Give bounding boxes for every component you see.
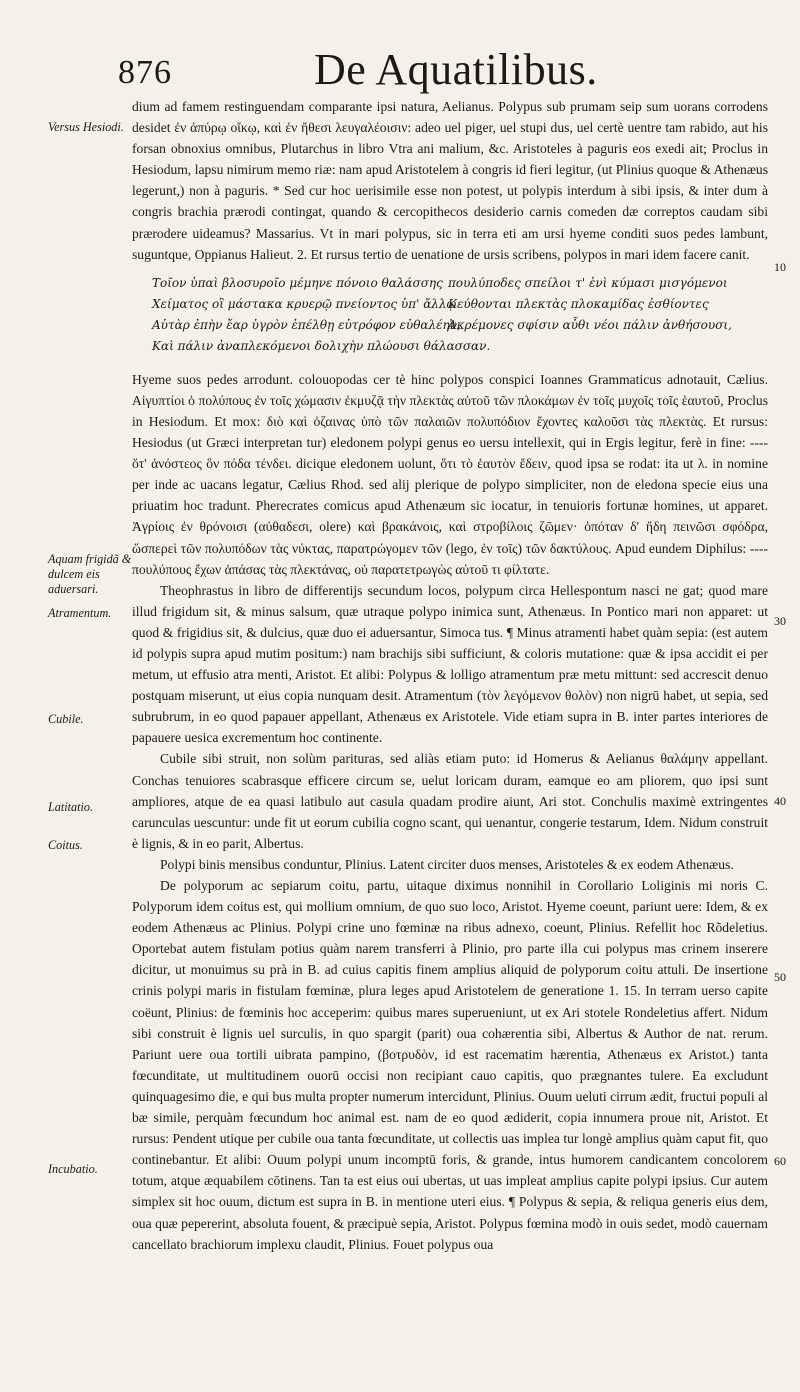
verse-line: Αὐτὰρ ἐπὴν ἔαρ ὑγρὸν ἐπέλθῃ εὐτρόφον εὐθαλέην, bbox=[152, 318, 461, 332]
line-number: 30 bbox=[774, 614, 786, 628]
greek-verse-block bbox=[152, 276, 752, 372]
paragraph-hesiod-commentary: Hyeme suos pedes arrodunt. colouopodas cer tè hinc polypos conspici Ioannes Grammaticus adnotauit, Cælius. Αἰγυπτίοι ὁ πολύπους ἐν τοῖς χώμασιν ἐκμυζᾷ τὴν πλεκτὰς αὑτοῦ τῶν πλοκάμων ἐν τοῖς μυχοῖς τοῖς ἑαυτοῦ, Proclus in Hesiodum. Et mox: διὸ καὶ ὀζαινας ὑπὸ τῶν παλαιῶν πολυπόδιον ἔχοντες καλοῦσι τὰς πλεκτὰς. Et rursus: Hesiodus (ut Græci interpretan tur) eledonem polypi genus eo uersu intellexit, qui in Ergis legitur, ferè in fine: ---- ὅτ' ἀνόστεος ὃν πόδα τένδει. dicique eledonem uolunt, ὅτι τὸ ἑαυτὸν ἔδειν, quod ipsa se rodat: ita ut λ. in nomine per inde ac uacans legatur, Cælius Rhod. sed alij plerique de polypo simpliciter, non de eledona specie eius una priuatim hoc tradunt. Pherecrates comicus apud Athenæum sic iocatur, in tenuioris fortunæ homines, ut apparet. Ἀγρίοις ἐν θρόνοισι (αὐθαδεσι, olere) καὶ βρακάνοις, καὶ στροβίλοις ζῶμεν· ὁπόταν δ' ἤδη πεινῶσι σφόδρα, ὥσπερεὶ τῶν πολυπόδων τὰς νύκτας, παρατρώγομεν τῶν (lego, ἐν τοῖς) τῶν δακτύλους. Apud eundem Diphilus: ---- πουλύπους ἔχων ἁπάσας τὰς πλεκτάνας, οὐ παρατετρωγὼς αὑτοῦ τι φίλτατε. bbox=[132, 371, 768, 577]
verse-line: Κεύθονται πλεκτὰς πλοκαμίδας ἐσθίοντες bbox=[448, 297, 709, 311]
margin-note-atramentum: Atramentum. bbox=[48, 606, 112, 620]
line-number: 10 bbox=[774, 260, 786, 274]
paragraph-opening: dium ad famem restinguendam comparante ipsi natura, Aelianus. Polypus sub prumam seip sum uorans corrodens desidet ἐν ἀπύρῳ οἴκῳ, καὶ ἐν ἤθεσι λευγαλέοισιν: adeo uel piger, uel stupi dus, uel certè uentre tam rabido, aut his forsan obnoxius omnibus, Plutarchus in libro Vtra ani malium, &c. Aristoteles à paguris eos exedi ait; Proclus in Hesiodum, lapsu nimirum memo riæ: nam apud Aristotelem à congris id fieri legitur, (ut Plinius quoque & Athenæus legerunt,) non à paguris. * Sed cur hoc uerisimile esse non potest, ut polypis interdum à sibi ipsis, & inter dum à congris brachia prærodi contingat, quando & cercopithecos desiderio carnis comeden dæ correptos caudam sibi prærodere uideamus? Massarius. Vt in mari polypus, sic in terra eti am ursi hyeme conditi suos pedes lambunt, suguntque, Oppianus Halieut. 2. Et rursus tertio de uenatione de ursis scribens, polypos in mari idem facere canit. bbox=[132, 99, 768, 262]
verse-line: Τοῖον ὑπαὶ βλοσυροῖο μέμηνε πόνοιο θαλάσσης bbox=[152, 276, 443, 290]
paragraph-coitus: De polyporum ac sepiarum coitu, partu, uitaque diximus nonnihil in Corollario Loliginis mi noris C. Polyporum idem coitus est, qui mollium omnium, de quo suo loco, Aristot. Hyeme coeunt, pariunt uere: Idem, & ex eodem Athenæus ac Plinius. Polypi crine uno fœminæ na ribus adnexo, coeunt, Plinius. Refellit hoc Rõdeletius. Oportebat autem fistulam potius quàm narem transferri à Plinio, pro parte illa cui polypus mas crinem inserere dicitur, ut monuimus su prà in B. ad cuius capitis finem amplius aliquid de polyporum coitu attuli. De insertione crinis polypi maris in fistulam fœminæ, plura leges apud Aristotelem de generatione 1. 15. In terram uerso capite coëunt, Plinius: de fœminis hoc acceperim: quibus mares superueniunt, ut ex Ari stotele Rondeletius affert. Nidum sibi construit è lignis uel surculis, in quo spargit (parit) oua cohærentia sibi, Albertus & Author de nat. rerum. Pariunt uere oua tortili uibrata pampino, (βοτρυδὸν, id est racematim hærentia, Athenæus ex Aristot.) tanta fœcunditate, ut multitudinem ouorū occisi non recipiant cauo capitis, quo prægnantes tulere. Ea excludunt quinquagesimo die, e qui bus multa propter numerum intercidunt, Plinius. Ouum ueluti cirrum ædit, fructui populi al bæ simile, perquàm fœcundum hoc animal est. nam de eo quod ædiderit, copia innumera proue nit, Aristot. Et rursus: Pendent utique per cubile oua tanta fœcunditate, ut collectis uas implea tur longè amplius quàm caput fit, quo continebantur. Et alibi: Ouum polypi unum incomptū foris, & grande, intus humorem candicantem concolorem totum, atque æquabilem cōtinens. Tan ta est eius oui ubertas, ut uas impleat amplius capite polypi ipsius. Cur autem simplex sit hoc ouum, dictum est supra in B. in mentione uteri eius. ¶ Polypus & sepia, & reliqua generis eius dem, oua quæ pepererint, absoluta fouent, & præcipuè sepia, Aristot. Polypus fœmina modò in ouis sedet, modò cauernam cancellato brachiorum implexu claudit, Plinius. Fouet polypus oua bbox=[132, 878, 768, 1252]
paragraph-latitatio: Polypi binis mensibus conduntur, Plinius. Latent circiter duos menses, Aristoteles & ex eodem Athenæus. bbox=[160, 856, 734, 872]
margin-note-versus-hesiodi: Versus Hesiodi. bbox=[48, 120, 124, 134]
running-title: De Aquatilibus. bbox=[314, 45, 598, 94]
paragraph-theophrastus: Theophrastus in libro de differentijs secundum locos, polypum circa Hellespontum nasci ne gat; quod mare illud frigidum sit, & minus salsum, quæ utraque polypo inimica sunt, Athenæus. In Pontico mari non apparet: ut quod & frigidius sit, & dulcius, quæ duo ei aduersantur, Simoca tus. ¶ Minus atramenti habet quàm sepia: (est autem id polypis supra apud mutim positum:) nam brachijs sibi sufficiunt, & coloris mutatione: quæ & ipsa accidit ei per metum, ut effusio atra menti, Aristot. Et alibi: Polypus & lolligo atramentum præ metu mittunt: sed accrescit denuo postquam miserunt, ut eius copia nunquam desit. Atramentum (τὸν λεγόμενον θολὸν) non nigrū habet, ut sepia, sed subrubrum, in eo quod papauer appellant, Athenæus ex Aristotele. Vide etiam supra in B. inter partes interiores de papauere uesica excrementum hoc continente. bbox=[132, 582, 768, 746]
body-text bbox=[132, 96, 768, 1255]
verse-line: Χείματος οἳ μάστακα κρυερῷ πνείοντος ὑπ' ἄλλῳ bbox=[152, 297, 457, 311]
verse-line: πουλύποδες σπείλοι τ' ἐνὶ κύμασι μισγόμενοι bbox=[448, 276, 728, 290]
line-number: 40 bbox=[774, 794, 786, 808]
margin-note-latitatio: Latitatio. bbox=[48, 800, 94, 814]
margin-note-incubatio: Incubatio. bbox=[48, 1162, 98, 1176]
page-number: 876 bbox=[118, 54, 172, 91]
margin-note-coitus: Coitus. bbox=[48, 838, 83, 852]
line-number: 60 bbox=[774, 1154, 786, 1168]
margin-note-aquam-frigidam: Aquam frigidã & dulcem eis aduersari. bbox=[48, 552, 132, 596]
line-number: 50 bbox=[774, 970, 786, 984]
paragraph-cubile: Cubile sibi struit, non solùm parituras, sed aliàs etiam puto: id Homerus & Aelianus θαλάμην appellant. Conchas tenuiores scabrasque efficere circum se, uelut loricam duram, eamque eo am pliorem, quo ipsi sunt ampliores, atque de ea quasi latibulo aut casula quadam prodire aiunt, Ari stot. Conchulis maximè extringentes carunculas uescuntur: unde fit ut eorum cubilia cogno scant, qui uenantur, congerie testarum, Idem. Nidum construit è lignis, & in eo parit, Albertus. bbox=[132, 751, 768, 851]
margin-note-cubile: Cubile. bbox=[48, 712, 84, 726]
verse-line: Ἀκρέμονες σφίσιν αὖθι νέοι πάλιν ἀνθήσουσι, bbox=[448, 318, 732, 332]
verse-line: Καὶ πάλιν ἀναπλεκόμενοι δολιχὴν πλώουσι θάλασσαν. bbox=[152, 339, 491, 353]
page-header bbox=[118, 44, 778, 96]
